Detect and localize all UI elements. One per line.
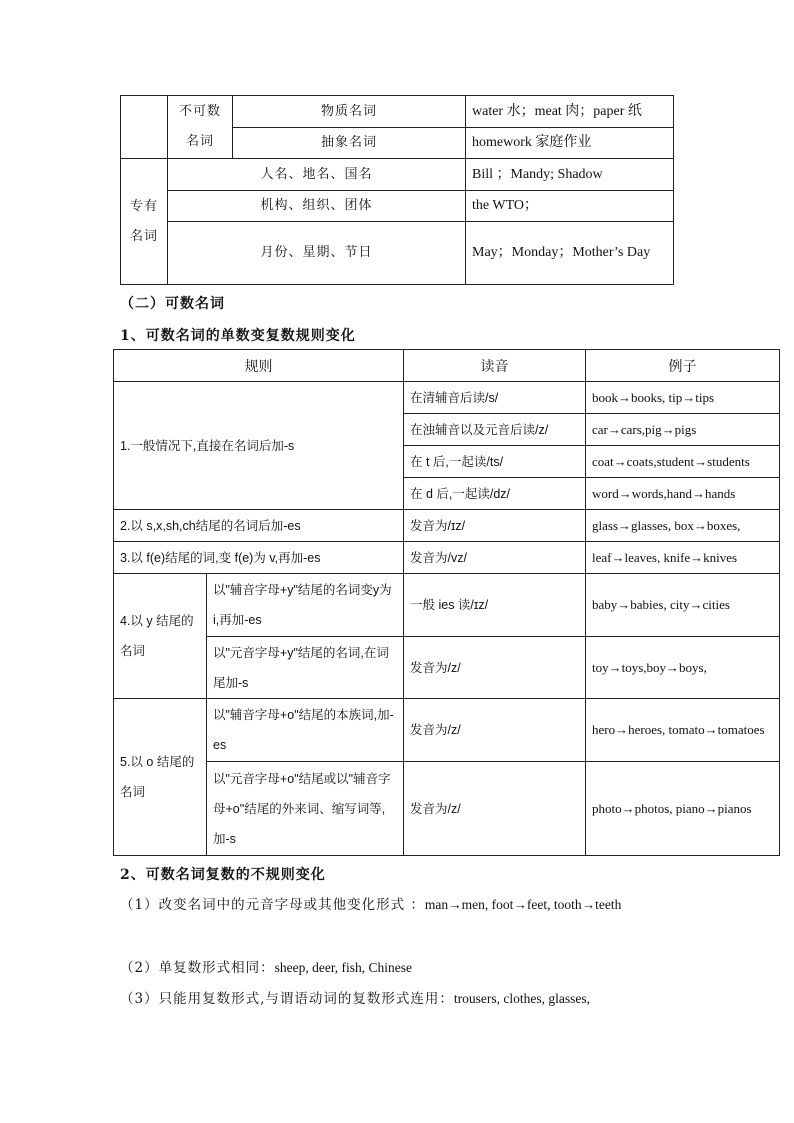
example-4a: baby→babies, city→cities xyxy=(586,574,780,637)
rule-5b: 以"元音字母+o"结尾或以"辅音字母+o"结尾的外来词、缩写词等,加-s xyxy=(207,762,404,856)
example-1a: book→books, tip→tips xyxy=(586,382,780,414)
orgs-example: the WTO； xyxy=(466,191,674,222)
material-noun: 物质名词 xyxy=(233,96,466,128)
orgs-category: 机构、组织、团体 xyxy=(168,191,466,222)
irregular-item-3 xyxy=(120,983,680,1015)
header-pron: 读音 xyxy=(404,350,586,382)
rule-1: 1.一般情况下,直接在名词后加-s xyxy=(114,382,404,510)
pron-1c: 在 t 后,一起读/ts/ xyxy=(404,446,586,478)
pron-1b: 在浊辅音以及元音后读/z/ xyxy=(404,414,586,446)
example-1b: car→cars,pig→pigs xyxy=(586,414,780,446)
pron-4b: 发音为/z/ xyxy=(404,637,586,699)
section-title: （二）可数名词 xyxy=(120,296,225,312)
material-example: water 水；meat 肉；paper 纸 xyxy=(466,96,674,128)
rule-4a: 以"辅音字母+y"结尾的名词变y为 i,再加-es xyxy=(207,574,404,637)
irregular-3-label: （3）只能用复数形式,与谓语动词的复数形式连用： xyxy=(120,991,454,1007)
proper-label: 专有名词 xyxy=(121,159,168,285)
header-example: 例子 xyxy=(586,350,780,382)
irregular-2-label: （2）单复数形式相同： xyxy=(120,960,275,976)
noun-types-table xyxy=(120,95,674,285)
rule-4-group: 4.以 y 结尾的名词 xyxy=(114,574,207,699)
uncountable-label: 不可数名词 xyxy=(168,96,233,159)
irregular-item-1 xyxy=(120,889,680,921)
rule-3: 3.以 f(e)结尾的词,变 f(e)为 v,再加-es xyxy=(114,542,404,574)
irregular-1-text: man→men, foot→feet, tooth→teeth xyxy=(424,897,622,912)
rule-4b: 以"元音字母+y"结尾的名词,在词尾加-s xyxy=(207,637,404,699)
example-4b: toy→toys,boy→boys, xyxy=(586,637,780,699)
irregular-item-2 xyxy=(120,952,680,984)
irregular-3-text: trousers, clothes, glasses, xyxy=(453,991,590,1006)
dates-example: May；Monday；Mother’s Day xyxy=(466,222,674,285)
example-1c: coat→coats,student→students xyxy=(586,446,780,478)
example-5b: photo→photos, piano→pianos xyxy=(586,762,780,856)
names-example: Bill ；Mandy; Shadow xyxy=(466,159,674,191)
subsection-1-title: 1、可数名词的单数变复数规则变化 xyxy=(120,328,356,344)
pron-5a: 发音为/z/ xyxy=(404,699,586,762)
example-3: leaf→leaves, knife→knives xyxy=(586,542,780,574)
pron-5b: 发音为/z/ xyxy=(404,762,586,856)
dates-category: 月份、星期、节日 xyxy=(168,222,466,285)
names-category: 人名、地名、国名 xyxy=(168,159,466,191)
pron-3: 发音为/vz/ xyxy=(404,542,586,574)
example-5a: hero→heroes, tomato→tomatoes xyxy=(586,699,780,762)
abstract-noun: 抽象名词 xyxy=(233,128,466,159)
plural-rules-table xyxy=(113,349,780,856)
rule-5a: 以"辅音字母+o"结尾的本族词,加-es xyxy=(207,699,404,762)
blank-cell xyxy=(121,96,168,159)
irregular-1-label: （1）改变名词中的元音字母或其他变化形式 ： xyxy=(120,897,425,913)
pron-1d: 在 d 后,一起读/dz/ xyxy=(404,478,586,510)
header-rule: 规则 xyxy=(114,350,404,382)
rule-5-group: 5.以 o 结尾的名词 xyxy=(114,699,207,856)
irregular-2-text: sheep, deer, fish, Chinese xyxy=(274,960,413,975)
example-1d: word→words,hand→hands xyxy=(586,478,780,510)
pron-4a: 一般 ies 读/ɪz/ xyxy=(404,574,586,637)
subsection-2-title: 2、可数名词复数的不规则变化 xyxy=(120,867,326,883)
rule-2: 2.以 s,x,sh,ch结尾的名词后加-es xyxy=(114,510,404,542)
pron-2: 发音为/ɪz/ xyxy=(404,510,586,542)
example-2: glass→glasses, box→boxes, xyxy=(586,510,780,542)
abstract-example: homework 家庭作业 xyxy=(466,128,674,159)
pron-1a: 在清辅音后读/s/ xyxy=(404,382,586,414)
